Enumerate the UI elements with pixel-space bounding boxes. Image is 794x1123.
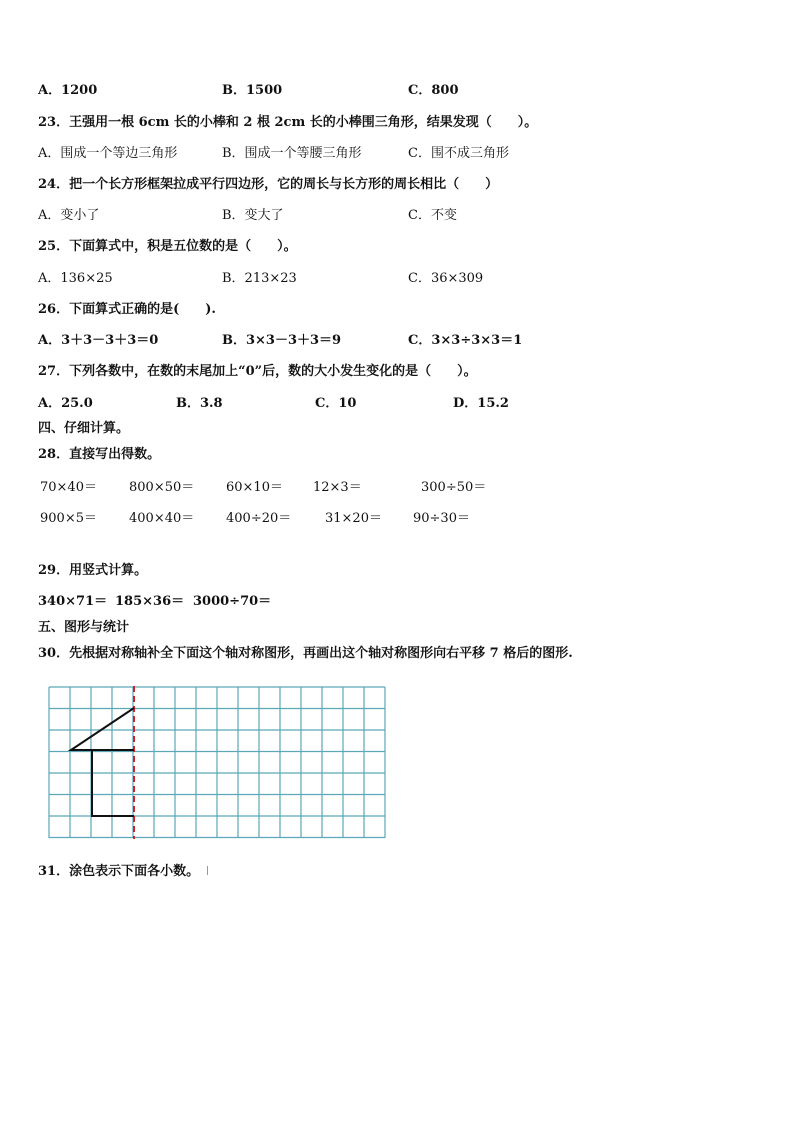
q24-stem: 24．把一个长方形框架拉成平行四边形，它的周长与长方形的周长相比（ ） [38,177,499,192]
q24-option-b: B．变大了 [222,208,284,223]
q23-option-a: A．围成一个等边三角形 [38,146,178,161]
q24-option-c: C．不变 [408,208,457,223]
section-4-heading: 四、仔细计算。 [38,421,130,436]
q28-r1-item4: 12×3＝ [313,480,362,495]
q29-item3: 3000÷70＝ [193,594,272,609]
q27-stem: 27．下列各数中，在数的末尾加上“0”后，数的大小发生变化的是（ ）。 [38,364,477,379]
q28-r2-item2: 400×40＝ [129,511,195,526]
q28-r2-item5: 90÷30＝ [413,511,470,526]
text-cursor-mark [207,866,208,875]
q23-option-c: C．围不成三角形 [408,146,509,161]
q25-stem: 25．下面算式中，积是五位数的是（ ）。 [38,239,297,254]
section-5-heading: 五、图形与统计 [38,620,130,635]
q26-option-b: B．3×3－3＋3＝9 [222,333,342,348]
q23-option-b: B．围成一个等腰三角形 [222,146,362,161]
q25-option-c: C．36×309 [408,271,484,286]
q28-r1-item2: 800×50＝ [129,480,195,495]
q28-r1-item5: 300÷50＝ [421,480,487,495]
q28-r1-item3: 60×10＝ [226,480,283,495]
q26-stem: 26．下面算式正确的是( ). [38,302,216,317]
q23-stem: 23．王强用一根 6cm 长的小棒和 2 根 2cm 长的小棒围三角形，结果发现（ ）。 [38,115,538,130]
q27-option-d: D．15.2 [453,396,509,411]
q29-stem: 29．用竖式计算。 [38,563,148,578]
q28-r2-item1: 900×5＝ [40,511,97,526]
half-shape-outline [71,708,134,750]
q29-item2: 185×36＝ [115,594,185,609]
q25-option-a: A．136×25 [38,271,113,286]
half-shape-body [92,750,134,816]
q28-r2-item3: 400÷20＝ [226,511,292,526]
q28-r2-item4: 31×20＝ [325,511,382,526]
q27-option-c: C．10 [315,396,357,411]
q22-option-a: A．1200 [38,83,98,98]
q25-option-b: B．213×23 [222,271,297,286]
q28-stem: 28．直接写出得数。 [38,447,161,462]
symmetry-grid [48,686,386,839]
grid-figure [48,686,386,839]
q26-option-a: A．3＋3－3＋3＝0 [38,333,159,348]
q28-r1-item1: 70×40＝ [40,480,97,495]
q27-option-a: A．25.0 [38,396,93,411]
q30-stem: 30．先根据对称轴补全下面这个轴对称图形，再画出这个轴对称图形向右平移 7 格后的图形. [38,646,573,661]
q26-option-c: C．3×3÷3×3＝1 [408,333,523,348]
q29-item1: 340×71＝ [38,594,108,609]
q22-option-c: C．800 [408,83,459,98]
q22-option-b: B．1500 [222,83,283,98]
q24-option-a: A．变小了 [38,208,100,223]
q31-stem: 31．涂色表示下面各小数。 [38,864,200,879]
q27-option-b: B．3.8 [176,396,223,411]
